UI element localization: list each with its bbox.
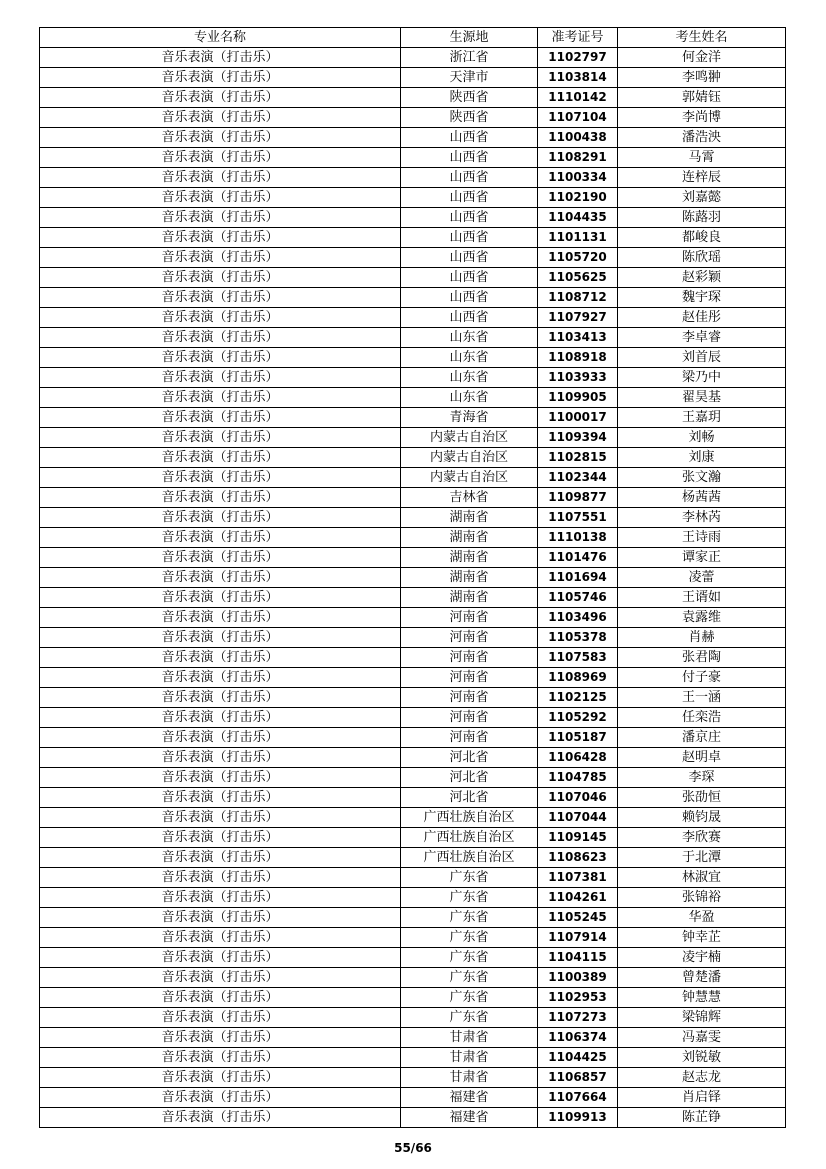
cell-origin: 山西省	[401, 208, 538, 228]
cell-origin: 河南省	[401, 608, 538, 628]
cell-exam-number: 1103496	[538, 608, 618, 628]
cell-origin: 河南省	[401, 628, 538, 648]
cell-major: 音乐表演（打击乐）	[40, 88, 401, 108]
cell-origin: 山西省	[401, 288, 538, 308]
cell-student-name: 刘康	[618, 448, 786, 468]
table-row	[40, 888, 786, 908]
table-row	[40, 528, 786, 548]
cell-origin: 河北省	[401, 768, 538, 788]
cell-student-name: 赵明卓	[618, 748, 786, 768]
cell-student-name: 马霄	[618, 148, 786, 168]
cell-major: 音乐表演（打击乐）	[40, 508, 401, 528]
cell-origin: 甘肃省	[401, 1048, 538, 1068]
table-row	[40, 368, 786, 388]
cell-major: 音乐表演（打击乐）	[40, 328, 401, 348]
cell-exam-number: 1107381	[538, 868, 618, 888]
cell-major: 音乐表演（打击乐）	[40, 708, 401, 728]
table-row	[40, 148, 786, 168]
cell-exam-number: 1107583	[538, 648, 618, 668]
table-row	[40, 448, 786, 468]
cell-exam-number: 1106374	[538, 1028, 618, 1048]
cell-exam-number: 1106428	[538, 748, 618, 768]
cell-exam-number: 1108712	[538, 288, 618, 308]
header-major: 专业名称	[40, 28, 401, 48]
cell-exam-number: 1102125	[538, 688, 618, 708]
cell-student-name: 李鸣翀	[618, 68, 786, 88]
cell-origin: 山西省	[401, 268, 538, 288]
table-row	[40, 128, 786, 148]
cell-major: 音乐表演（打击乐）	[40, 548, 401, 568]
cell-major: 音乐表演（打击乐）	[40, 388, 401, 408]
table-row	[40, 1028, 786, 1048]
cell-exam-number: 1103413	[538, 328, 618, 348]
cell-student-name: 张锦裕	[618, 888, 786, 908]
table-row	[40, 548, 786, 568]
cell-student-name: 陈蕗羽	[618, 208, 786, 228]
cell-major: 音乐表演（打击乐）	[40, 628, 401, 648]
cell-student-name: 赖钧晟	[618, 808, 786, 828]
cell-major: 音乐表演（打击乐）	[40, 928, 401, 948]
cell-origin: 内蒙古自治区	[401, 428, 538, 448]
cell-origin: 河北省	[401, 788, 538, 808]
table-row	[40, 568, 786, 588]
cell-exam-number: 1101131	[538, 228, 618, 248]
cell-origin: 青海省	[401, 408, 538, 428]
cell-major: 音乐表演（打击乐）	[40, 888, 401, 908]
table-row	[40, 328, 786, 348]
cell-origin: 河南省	[401, 668, 538, 688]
table-row	[40, 268, 786, 288]
cell-origin: 河南省	[401, 688, 538, 708]
cell-major: 音乐表演（打击乐）	[40, 1028, 401, 1048]
cell-origin: 广东省	[401, 1008, 538, 1028]
cell-origin: 甘肃省	[401, 1068, 538, 1088]
cell-exam-number: 1104435	[538, 208, 618, 228]
cell-exam-number: 1109394	[538, 428, 618, 448]
cell-exam-number: 1100017	[538, 408, 618, 428]
cell-student-name: 刘畅	[618, 428, 786, 448]
cell-major: 音乐表演（打击乐）	[40, 988, 401, 1008]
cell-exam-number: 1102815	[538, 448, 618, 468]
cell-exam-number: 1110142	[538, 88, 618, 108]
cell-exam-number: 1102953	[538, 988, 618, 1008]
cell-origin: 内蒙古自治区	[401, 448, 538, 468]
table-row	[40, 228, 786, 248]
cell-exam-number: 1104785	[538, 768, 618, 788]
cell-major: 音乐表演（打击乐）	[40, 148, 401, 168]
cell-major: 音乐表演（打击乐）	[40, 428, 401, 448]
cell-student-name: 于北潭	[618, 848, 786, 868]
cell-major: 音乐表演（打击乐）	[40, 128, 401, 148]
cell-exam-number: 1108291	[538, 148, 618, 168]
cell-exam-number: 1100438	[538, 128, 618, 148]
cell-student-name: 华盈	[618, 908, 786, 928]
cell-exam-number: 1102344	[538, 468, 618, 488]
table-row	[40, 608, 786, 628]
cell-major: 音乐表演（打击乐）	[40, 68, 401, 88]
cell-student-name: 王一涵	[618, 688, 786, 708]
cell-exam-number: 1104115	[538, 948, 618, 968]
cell-student-name: 林淑宜	[618, 868, 786, 888]
cell-origin: 广东省	[401, 948, 538, 968]
cell-origin: 山西省	[401, 148, 538, 168]
table-row	[40, 688, 786, 708]
table-row	[40, 168, 786, 188]
cell-major: 音乐表演（打击乐）	[40, 868, 401, 888]
cell-exam-number: 1103814	[538, 68, 618, 88]
table-row	[40, 708, 786, 728]
table-header-row	[40, 28, 786, 48]
cell-major: 音乐表演（打击乐）	[40, 1048, 401, 1068]
cell-student-name: 刘锐敏	[618, 1048, 786, 1068]
cell-origin: 陕西省	[401, 88, 538, 108]
table-row	[40, 348, 786, 368]
table-row	[40, 108, 786, 128]
cell-major: 音乐表演（打击乐）	[40, 448, 401, 468]
cell-student-name: 谭家正	[618, 548, 786, 568]
cell-exam-number: 1107104	[538, 108, 618, 128]
table-row	[40, 908, 786, 928]
cell-exam-number: 1107273	[538, 1008, 618, 1028]
cell-major: 音乐表演（打击乐）	[40, 848, 401, 868]
cell-exam-number: 1104425	[538, 1048, 618, 1068]
cell-origin: 湖南省	[401, 568, 538, 588]
cell-origin: 河南省	[401, 648, 538, 668]
cell-origin: 山西省	[401, 248, 538, 268]
cell-student-name: 付子豪	[618, 668, 786, 688]
cell-major: 音乐表演（打击乐）	[40, 808, 401, 828]
cell-student-name: 李林芮	[618, 508, 786, 528]
cell-student-name: 袁露维	[618, 608, 786, 628]
table-row	[40, 468, 786, 488]
cell-student-name: 梁锦辉	[618, 1008, 786, 1028]
cell-origin: 山东省	[401, 348, 538, 368]
cell-student-name: 刘嘉懿	[618, 188, 786, 208]
cell-exam-number: 1105720	[538, 248, 618, 268]
cell-exam-number: 1107664	[538, 1088, 618, 1108]
cell-origin: 河南省	[401, 728, 538, 748]
cell-origin: 河北省	[401, 748, 538, 768]
cell-origin: 湖南省	[401, 528, 538, 548]
cell-major: 音乐表演（打击乐）	[40, 168, 401, 188]
cell-exam-number: 1105245	[538, 908, 618, 928]
cell-origin: 甘肃省	[401, 1028, 538, 1048]
table-row	[40, 48, 786, 68]
cell-student-name: 李尚博	[618, 108, 786, 128]
cell-origin: 湖南省	[401, 588, 538, 608]
table-row	[40, 88, 786, 108]
table-row	[40, 1108, 786, 1128]
cell-exam-number: 1102797	[538, 48, 618, 68]
cell-origin: 湖南省	[401, 508, 538, 528]
cell-student-name: 李卓睿	[618, 328, 786, 348]
table-row	[40, 868, 786, 888]
cell-major: 音乐表演（打击乐）	[40, 208, 401, 228]
table-row	[40, 728, 786, 748]
admission-list-table	[39, 27, 786, 1128]
cell-student-name: 肖赫	[618, 628, 786, 648]
cell-exam-number: 1101694	[538, 568, 618, 588]
cell-origin: 广西壮族自治区	[401, 828, 538, 848]
table-row	[40, 668, 786, 688]
cell-origin: 山西省	[401, 308, 538, 328]
cell-major: 音乐表演（打击乐）	[40, 1008, 401, 1028]
table-row	[40, 828, 786, 848]
cell-student-name: 凌宇楠	[618, 948, 786, 968]
cell-origin: 山西省	[401, 188, 538, 208]
page-number: 55/66	[394, 1141, 432, 1155]
cell-origin: 山西省	[401, 128, 538, 148]
cell-origin: 山西省	[401, 168, 538, 188]
cell-major: 音乐表演（打击乐）	[40, 1088, 401, 1108]
table-row	[40, 248, 786, 268]
cell-origin: 广西壮族自治区	[401, 808, 538, 828]
table-row	[40, 488, 786, 508]
cell-major: 音乐表演（打击乐）	[40, 1068, 401, 1088]
cell-major: 音乐表演（打击乐）	[40, 188, 401, 208]
table-row	[40, 848, 786, 868]
table-row	[40, 748, 786, 768]
cell-student-name: 钟幸芷	[618, 928, 786, 948]
table-row	[40, 68, 786, 88]
cell-student-name: 王嘉玥	[618, 408, 786, 428]
cell-student-name: 陈芷铮	[618, 1108, 786, 1128]
table-row	[40, 308, 786, 328]
cell-origin: 湖南省	[401, 548, 538, 568]
cell-major: 音乐表演（打击乐）	[40, 788, 401, 808]
cell-exam-number: 1107551	[538, 508, 618, 528]
cell-student-name: 张文瀚	[618, 468, 786, 488]
table-row	[40, 788, 786, 808]
table-row	[40, 1048, 786, 1068]
cell-origin: 广东省	[401, 868, 538, 888]
cell-origin: 吉林省	[401, 488, 538, 508]
cell-major: 音乐表演（打击乐）	[40, 728, 401, 748]
cell-major: 音乐表演（打击乐）	[40, 468, 401, 488]
cell-major: 音乐表演（打击乐）	[40, 228, 401, 248]
cell-student-name: 赵彩颖	[618, 268, 786, 288]
cell-exam-number: 1100389	[538, 968, 618, 988]
cell-origin: 山东省	[401, 388, 538, 408]
cell-exam-number: 1108918	[538, 348, 618, 368]
table-row	[40, 628, 786, 648]
cell-student-name: 连梓辰	[618, 168, 786, 188]
cell-major: 音乐表演（打击乐）	[40, 828, 401, 848]
cell-major: 音乐表演（打击乐）	[40, 308, 401, 328]
cell-origin: 福建省	[401, 1108, 538, 1128]
table-row	[40, 188, 786, 208]
cell-student-name: 王诗雨	[618, 528, 786, 548]
cell-student-name: 刘首辰	[618, 348, 786, 368]
cell-exam-number: 1107044	[538, 808, 618, 828]
cell-exam-number: 1105292	[538, 708, 618, 728]
table-row	[40, 928, 786, 948]
cell-student-name: 冯嘉雯	[618, 1028, 786, 1048]
table-row	[40, 768, 786, 788]
cell-major: 音乐表演（打击乐）	[40, 268, 401, 288]
cell-major: 音乐表演（打击乐）	[40, 568, 401, 588]
cell-student-name: 潘浩泱	[618, 128, 786, 148]
cell-exam-number: 1100334	[538, 168, 618, 188]
table-row	[40, 208, 786, 228]
cell-student-name: 任栾浩	[618, 708, 786, 728]
cell-student-name: 杨茜茜	[618, 488, 786, 508]
cell-student-name: 曾楚潘	[618, 968, 786, 988]
cell-student-name: 王谞如	[618, 588, 786, 608]
table-row	[40, 968, 786, 988]
cell-student-name: 钟慧慧	[618, 988, 786, 1008]
table-row	[40, 1008, 786, 1028]
table-row	[40, 428, 786, 448]
cell-major: 音乐表演（打击乐）	[40, 408, 401, 428]
cell-student-name: 郭婧钰	[618, 88, 786, 108]
cell-student-name: 张劭恒	[618, 788, 786, 808]
cell-major: 音乐表演（打击乐）	[40, 528, 401, 548]
table-body	[40, 48, 786, 1128]
cell-major: 音乐表演（打击乐）	[40, 668, 401, 688]
cell-exam-number: 1109913	[538, 1108, 618, 1128]
cell-major: 音乐表演（打击乐）	[40, 248, 401, 268]
cell-major: 音乐表演（打击乐）	[40, 48, 401, 68]
cell-exam-number: 1107927	[538, 308, 618, 328]
cell-major: 音乐表演（打击乐）	[40, 948, 401, 968]
cell-origin: 山东省	[401, 328, 538, 348]
cell-origin: 山西省	[401, 228, 538, 248]
cell-exam-number: 1104261	[538, 888, 618, 908]
header-origin: 生源地	[401, 28, 538, 48]
cell-student-name: 潘京庄	[618, 728, 786, 748]
cell-major: 音乐表演（打击乐）	[40, 348, 401, 368]
cell-student-name: 张君陶	[618, 648, 786, 668]
cell-origin: 山东省	[401, 368, 538, 388]
table-row	[40, 288, 786, 308]
cell-exam-number: 1102190	[538, 188, 618, 208]
cell-major: 音乐表演（打击乐）	[40, 648, 401, 668]
cell-student-name: 赵佳彤	[618, 308, 786, 328]
table-row	[40, 808, 786, 828]
table-row	[40, 988, 786, 1008]
cell-exam-number: 1103933	[538, 368, 618, 388]
cell-exam-number: 1109905	[538, 388, 618, 408]
cell-origin: 广东省	[401, 968, 538, 988]
table-row	[40, 1068, 786, 1088]
cell-student-name: 梁乃中	[618, 368, 786, 388]
cell-exam-number: 1107046	[538, 788, 618, 808]
cell-student-name: 都峻良	[618, 228, 786, 248]
cell-exam-number: 1105625	[538, 268, 618, 288]
cell-major: 音乐表演（打击乐）	[40, 908, 401, 928]
cell-major: 音乐表演（打击乐）	[40, 1108, 401, 1128]
cell-major: 音乐表演（打击乐）	[40, 108, 401, 128]
cell-major: 音乐表演（打击乐）	[40, 968, 401, 988]
cell-origin: 内蒙古自治区	[401, 468, 538, 488]
cell-exam-number: 1108969	[538, 668, 618, 688]
table-row	[40, 648, 786, 668]
cell-major: 音乐表演（打击乐）	[40, 368, 401, 388]
header-student-name: 考生姓名	[618, 28, 786, 48]
cell-origin: 天津市	[401, 68, 538, 88]
table-row	[40, 388, 786, 408]
cell-exam-number: 1107914	[538, 928, 618, 948]
cell-origin: 河南省	[401, 708, 538, 728]
cell-major: 音乐表演（打击乐）	[40, 588, 401, 608]
cell-origin: 广东省	[401, 888, 538, 908]
cell-origin: 广西壮族自治区	[401, 848, 538, 868]
cell-major: 音乐表演（打击乐）	[40, 288, 401, 308]
cell-origin: 广东省	[401, 908, 538, 928]
cell-student-name: 凌蕾	[618, 568, 786, 588]
cell-student-name: 何金洋	[618, 48, 786, 68]
cell-exam-number: 1110138	[538, 528, 618, 548]
cell-origin: 广东省	[401, 928, 538, 948]
cell-major: 音乐表演（打击乐）	[40, 608, 401, 628]
table-row	[40, 588, 786, 608]
header-exam-number: 准考证号	[538, 28, 618, 48]
cell-exam-number: 1105378	[538, 628, 618, 648]
table-row	[40, 508, 786, 528]
cell-exam-number: 1109145	[538, 828, 618, 848]
cell-exam-number: 1109877	[538, 488, 618, 508]
cell-student-name: 陈欣瑶	[618, 248, 786, 268]
cell-origin: 福建省	[401, 1088, 538, 1108]
cell-student-name: 肖启铎	[618, 1088, 786, 1108]
cell-student-name: 李琛	[618, 768, 786, 788]
cell-origin: 广东省	[401, 988, 538, 1008]
cell-exam-number: 1101476	[538, 548, 618, 568]
table-row	[40, 1088, 786, 1108]
cell-student-name: 赵志龙	[618, 1068, 786, 1088]
cell-student-name: 翟昊基	[618, 388, 786, 408]
cell-origin: 浙江省	[401, 48, 538, 68]
cell-exam-number: 1106857	[538, 1068, 618, 1088]
cell-exam-number: 1108623	[538, 848, 618, 868]
cell-exam-number: 1105746	[538, 588, 618, 608]
cell-major: 音乐表演（打击乐）	[40, 768, 401, 788]
cell-student-name: 魏宇琛	[618, 288, 786, 308]
cell-origin: 陕西省	[401, 108, 538, 128]
cell-exam-number: 1105187	[538, 728, 618, 748]
cell-major: 音乐表演（打击乐）	[40, 488, 401, 508]
cell-major: 音乐表演（打击乐）	[40, 748, 401, 768]
table-row	[40, 948, 786, 968]
table-row	[40, 408, 786, 428]
cell-major: 音乐表演（打击乐）	[40, 688, 401, 708]
cell-student-name: 李欣赛	[618, 828, 786, 848]
